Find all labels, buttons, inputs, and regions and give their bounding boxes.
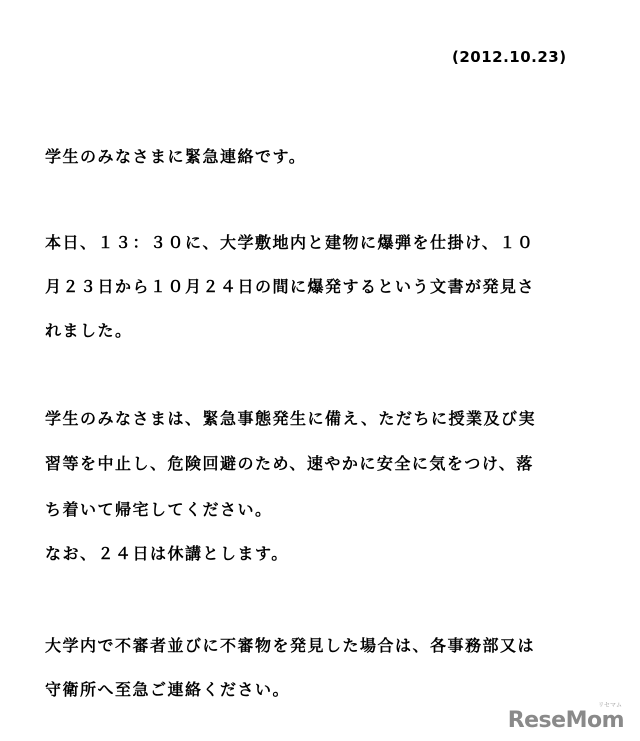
document-date: (2012.10.23) bbox=[452, 48, 567, 66]
body-line-5: 習等を中止し、危険回避のため、速やかに安全に気をつけ、落 bbox=[45, 454, 534, 473]
body-line-4: 学生のみなさまは、緊急事態発生に備え、ただちに授業及び実 bbox=[45, 409, 536, 428]
body-line-1: 本日、１３：３０に、大学敷地内と建物に爆弾を仕掛け、１０ bbox=[45, 233, 535, 252]
body-line-2: 月２３日から１０月２４日の間に爆発するという文書が発見さ bbox=[45, 277, 536, 296]
body-line-3: れました。 bbox=[45, 321, 133, 340]
body-line-7: なお、２４日は休講とします。 bbox=[45, 544, 289, 563]
body-line-8: 大学内で不審者並びに不審物を発見した場合は、各事務部又は bbox=[45, 636, 536, 655]
notice-heading: 学生のみなさまに緊急連絡です。 bbox=[45, 147, 307, 166]
logo-reading: リセマム bbox=[598, 702, 622, 709]
body-line-6: ち着いて帰宅してください。 bbox=[45, 500, 273, 519]
resemom-logo bbox=[507, 702, 624, 733]
logo-text: ReseMom bbox=[507, 708, 624, 733]
body-line-9: 守衛所へ至急ご連絡ください。 bbox=[45, 680, 291, 699]
